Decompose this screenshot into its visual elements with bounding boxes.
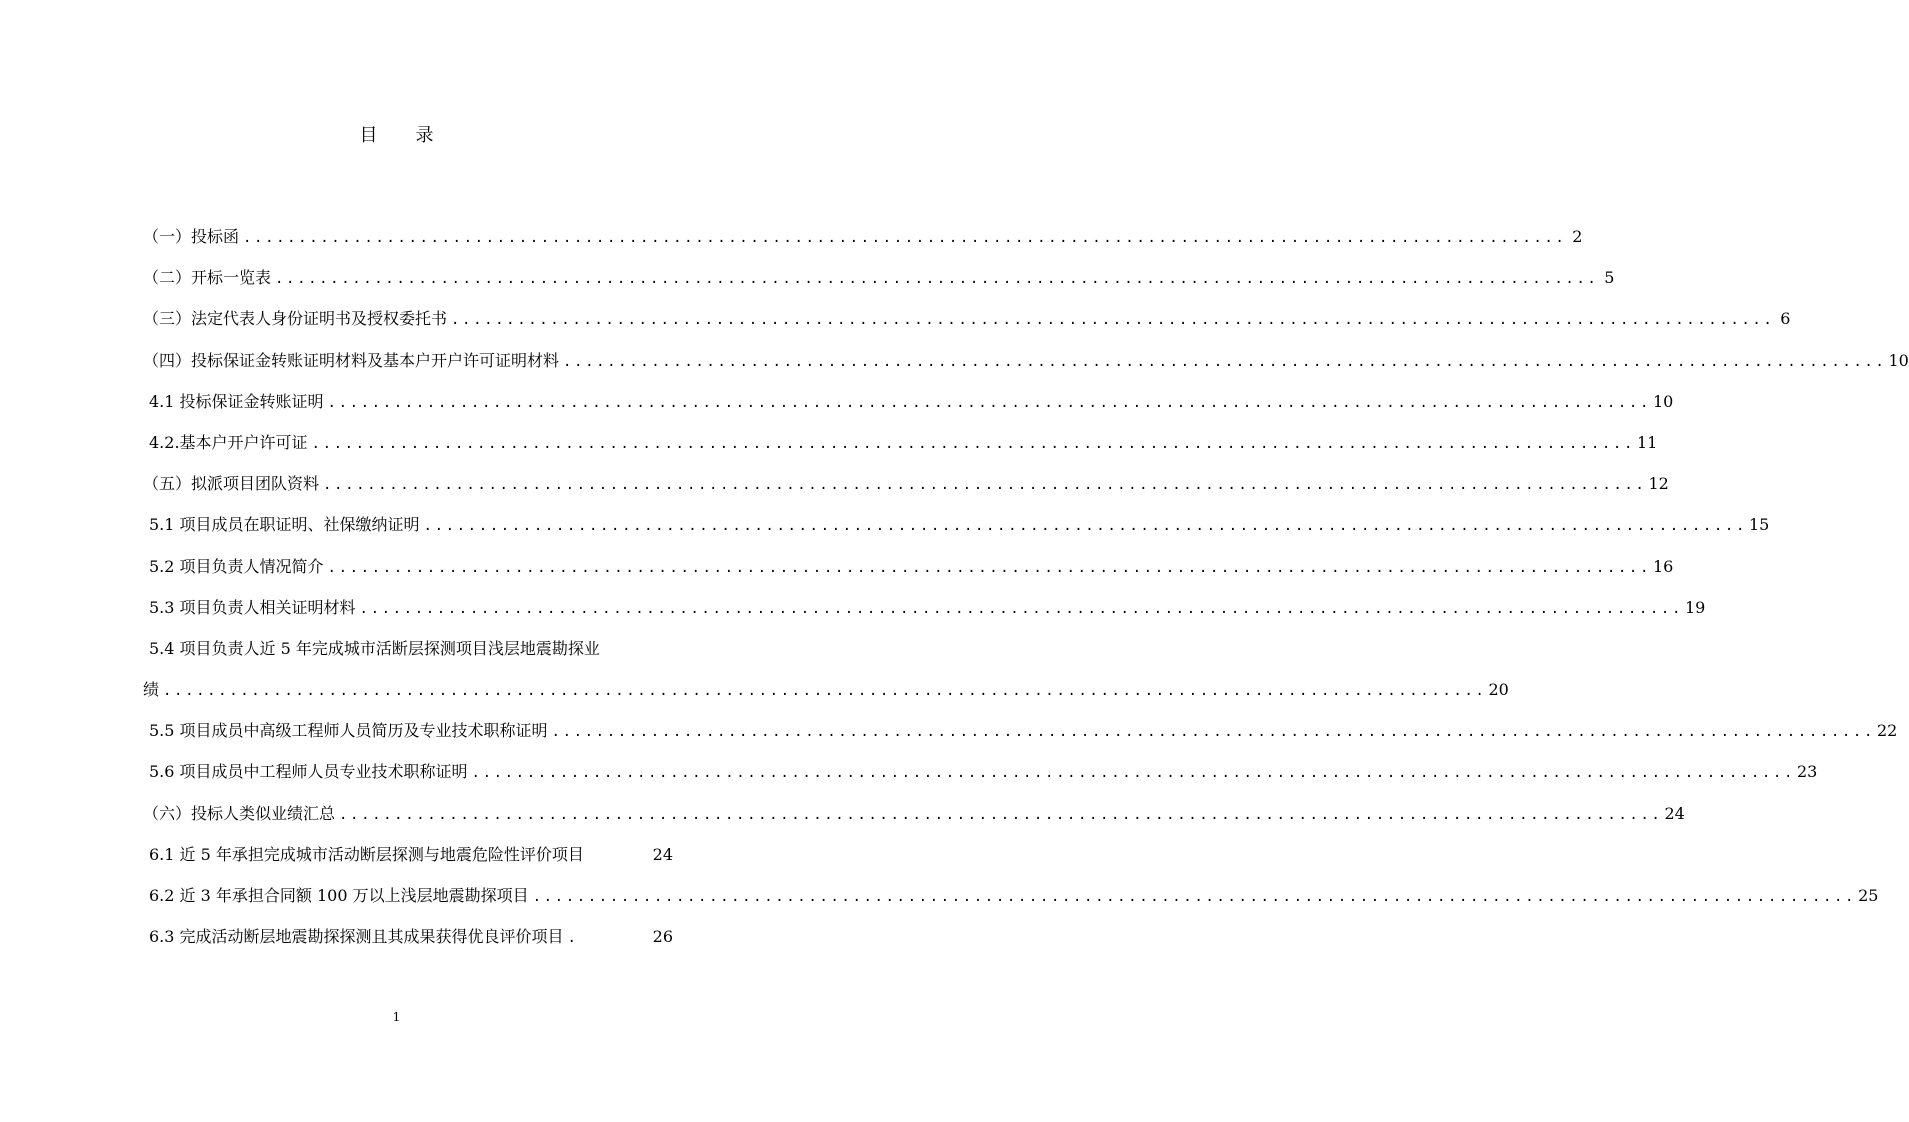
toc-entry-text: 6.2 近 3 年承担合同额 100 万以上浅层地震勘探项目 [149, 886, 529, 905]
toc-leader-dots: ........................................................................................................................ [551, 724, 1875, 741]
toc-leader-dots: ........................................................................................................................ [327, 394, 1651, 411]
toc-entry-page: 11 [1637, 432, 1658, 452]
toc-entry-page: 2 [1572, 227, 1583, 246]
toc-entry-page: 10 [1888, 350, 1909, 370]
toc-entry-text: 5.4 项目负责人近 5 年完成城市活断层探测项目浅层地震勘探业 [149, 638, 600, 658]
toc-entry-text: 5.1 项目成员在职证明、社保缴纳证明 [149, 515, 420, 535]
toc-entry-page: 23 [1797, 762, 1818, 782]
toc-entry-text: 5.3 项目负责人相关证明材料 [149, 597, 356, 617]
toc-leader-dots: . [567, 930, 579, 947]
toc-entry-page: 15 [1749, 515, 1770, 535]
toc-entry[interactable] [143, 223, 1583, 264]
toc-entry-page: 10 [1653, 391, 1674, 411]
table-of-contents [143, 223, 1909, 964]
toc-entry[interactable] [143, 635, 673, 676]
toc-entry-page: 20 [1488, 680, 1509, 700]
toc-entry-text: （一）投标函 [143, 227, 240, 246]
toc-leader-dots: ........................................................................................................................ [563, 353, 1887, 370]
toc-leader-dots: ........................................................................................................................ [532, 889, 1857, 905]
toc-entry-text: 绩 [143, 680, 160, 700]
toc-entry-text: （二）开标一览表 [143, 268, 272, 288]
toc-entry[interactable] [143, 553, 1674, 594]
toc-leader-dots: ........................................................................................................................ [327, 559, 1651, 576]
toc-leader-dots: ........................................................................................................................ [471, 765, 1795, 782]
toc-entry-text: （三）法定代表人身份证明书及授权委托书 [143, 309, 448, 329]
toc-entry-page: 26 [652, 927, 673, 947]
toc-title-char-2: 录 [415, 125, 434, 146]
toc-entry[interactable] [143, 758, 1818, 799]
toc-title-char-1: 目 [359, 125, 378, 146]
toc-entry-text: 6.1 近 5 年承担完成城市活动断层探测与地震危险性评价项目 [149, 844, 584, 864]
toc-entry-page: 16 [1653, 556, 1674, 576]
toc-entry[interactable] [143, 800, 1685, 841]
toc-leader-dots: ........................................................................................................................ [275, 271, 1599, 288]
toc-leader-dots: ........................................................................................................................ [311, 435, 1635, 452]
toc-entry-text: （四）投标保证金转账证明材料及基本户开户许可证明材料 [143, 350, 560, 370]
toc-entry[interactable] [143, 264, 1615, 305]
toc-entry-page: 19 [1685, 597, 1706, 617]
toc-entry-page: 25 [1858, 886, 1879, 905]
toc-leader-dots: ........................................................................................................................ [163, 683, 1487, 700]
toc-entry-text: （五）拟派项目团队资料 [143, 474, 320, 494]
toc-entry-text: 4.2.基本户开户许可证 [149, 432, 308, 452]
toc-entry[interactable] [143, 923, 673, 964]
toc-entry[interactable] [143, 882, 1879, 923]
toc-entry-page: 22 [1877, 721, 1898, 741]
toc-entry[interactable] [143, 305, 1791, 346]
toc-entry-page: 6 [1780, 309, 1791, 329]
toc-entry[interactable] [143, 429, 1658, 470]
toc-entry-page: 5 [1604, 268, 1615, 288]
toc-entry[interactable] [143, 676, 1509, 717]
toc-leader-dots: ........................................................................................................................ [339, 806, 1663, 823]
page-number: 1 [392, 1010, 401, 1024]
toc-entry[interactable] [143, 841, 673, 882]
toc-entry-text: 6.3 完成活动断层地震勘探探测且其成果获得优良评价项目 [149, 927, 564, 947]
toc-leader-dots: ........................................................................................................................ [323, 477, 1647, 494]
toc-entry-page: 12 [1648, 474, 1669, 494]
toc-entry[interactable] [143, 470, 1669, 511]
toc-title [0, 124, 793, 148]
toc-entry[interactable] [143, 347, 1909, 388]
toc-entry[interactable] [143, 511, 1770, 552]
toc-leader-dots: ........................................................................................................................ [451, 312, 1775, 329]
toc-leader-dots: ........................................................................................................................ [423, 518, 1747, 535]
toc-entry-text: 5.5 项目成员中高级工程师人员简历及专业技术职称证明 [149, 721, 548, 741]
toc-leader-dots: ........................................................................................................................ [243, 230, 1567, 246]
toc-entry-page: 24 [1664, 803, 1685, 823]
toc-entry[interactable] [143, 594, 1706, 635]
toc-entry-text: 5.6 项目成员中工程师人员专业技术职称证明 [149, 762, 468, 782]
toc-entry[interactable] [143, 388, 1674, 429]
toc-entry-page: 24 [652, 844, 673, 864]
toc-entry-text: 4.1 投标保证金转账证明 [149, 391, 324, 411]
toc-entry-text: 5.2 项目负责人情况简介 [149, 556, 324, 576]
toc-entry[interactable] [143, 717, 1898, 758]
toc-leader-dots: ........................................................................................................................ [359, 600, 1683, 617]
toc-entry-text: （六）投标人类似业绩汇总 [143, 803, 336, 823]
